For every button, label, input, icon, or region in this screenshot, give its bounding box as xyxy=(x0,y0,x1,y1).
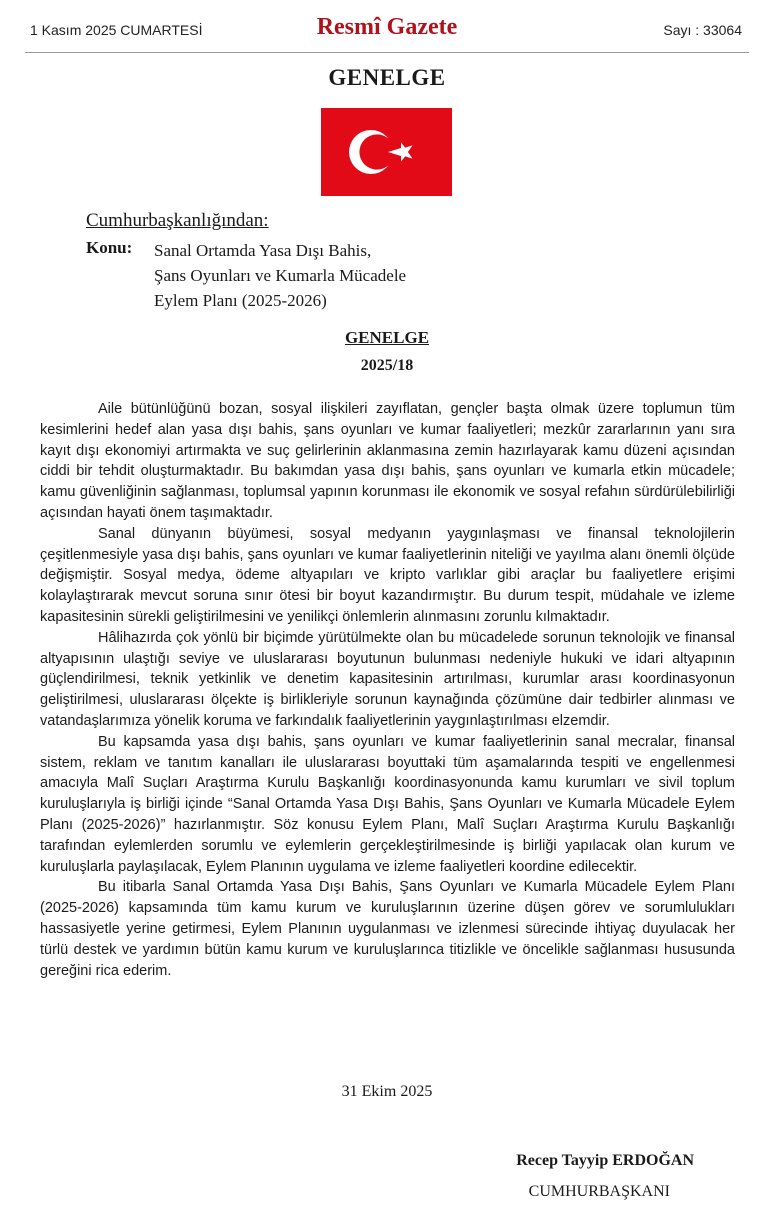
gazette-header xyxy=(0,0,774,60)
signatory-name: Recep Tayyip ERDOĞAN xyxy=(516,1152,694,1169)
issue-number: Sayı : 33064 xyxy=(663,22,742,38)
subject-line: Eylem Planı (2025-2026) xyxy=(154,291,327,310)
signatory-title: CUMHURBAŞKANI xyxy=(528,1183,670,1200)
body-paragraph: Bu itibarla Sanal Ortamda Yasa Dışı Bahis, Şans Oyunları ve Kumarla Mücadele Eylem Planı (2025-2026) kapsamında tüm kamu kurum ve kuruluşlarının üzerine düşen görev ve sorumlulukları hassasiyetle yerine getirmesi, Eylem Planının uygulanması ve izlenmesi sürecinde ihtiyaç duyulacak her türlü destek ve yardımın bütün kamu kurum ve kuruluşlarınca titizlikle ve öncelikle sağlanması hususunda gereğini rica ederim. xyxy=(40,879,735,979)
subject-line: Sanal Ortamda Yasa Dışı Bahis, xyxy=(154,241,372,260)
subject-label: Konu: xyxy=(86,238,133,257)
document-date: 31 Ekim 2025 xyxy=(341,1083,433,1100)
circular-body xyxy=(40,399,735,981)
gazette-title: Resmî Gazete xyxy=(316,14,458,40)
body-paragraph: Hâlihazırda çok yönlü bir biçimde yürütülmekte olan bu mücadelede sorunun teknolojik ve finansal altyapısının ulaştığı seviye ve uluslararası boyutunun bulunması nedeniyle hukuki ve idari altyapının güçlendirilmesi, teknik yetkinlik ve denetim kapasitesinin artırılması, kurumlar arası koordinasyonun geliştirilmesi, uluslararası ölçekte iş birlikleriyle sorunun kaynağında çözümüne dair tedbirler alınması ve vatandaşlarımıza yönelik koruma ve farkındalık faaliyetlerinin yaygınlaştırılması elzemdir. xyxy=(40,629,735,729)
header-date: 1 Kasım 2025 CUMARTESİ xyxy=(30,22,203,38)
circular-number: 2025/18 xyxy=(360,357,414,374)
turkish-flag-icon xyxy=(321,108,452,196)
subject-line: Şans Oyunları ve Kumarla Mücadele xyxy=(154,266,407,285)
subject-text xyxy=(154,238,406,313)
section-heading: GENELGE xyxy=(328,65,446,90)
body-paragraph: Sanal dünyanın büyümesi, sosyal medyanın yaygınlaşması ve finansal teknolojilerin çeşitlenmesiyle yasa dışı bahis, şans oyunları ve kumar faaliyetlerinin niteliği ve yayılma alanı önemli ölçüde değişmiştir. Sosyal medya, ödeme altyapıları ve kripto varlıklar gibi araçlar bu faaliyetlere erişimi kolaylaştırarak mevcut soruna sınır ötesi bir boyut kazandırmıştır. Bu durum tespit, müdahale ve izleme kapasitesinin sürekli geliştirilmesini ve yenilikçi önlemlerin alınmasını zorunlu kılmaktadır. xyxy=(40,525,735,625)
issuer-line: Cumhurbaşkanlığından: xyxy=(86,210,269,231)
body-paragraph: Aile bütünlüğünü bozan, sosyal ilişkileri zayıflatan, gençler başta olmak üzere toplumun tüm kesimlerini hedef alan yasa dışı bahis, şans oyunları ve kumar faaliyetleri; mezkûr zararlarının yanı sıra kayıt dışı ekonomiyi artırmakta ve suç gelirlerinin aklanmasına zemin hazırlayarak kamu düzeni açısından ciddi bir tehdit oluşturmaktadır. Bu bakımdan yasa dışı bahis, şans oyunları ve kumarla etkin mücadele; kamu güvenliğinin sağlanması, toplumsal yapının korunması ile ekonomik ve sosyal refahın sürdürülebilirliği açısından hayati önem taşımaktadır. xyxy=(40,401,735,521)
header-divider xyxy=(25,52,749,53)
body-paragraph: Bu kapsamda yasa dışı bahis, şans oyunları ve kumar faaliyetlerinin sanal mecralar, finansal sistem, reklam ve tanıtım kanalları ile uluslararası boyuttaki tüm aşamalarında tespiti ve engellenmesi amacıyla Malî Suçları Araştırma Kurulu Başkanlığı koordinasyonunda kamu kurumları ve sivil toplum kuruluşlarıyla iş birliği içinde “Sanal Ortamda Yasa Dışı Bahis, Şans Oyunları ve Kumarla Mücadele Eylem Planı (2025-2026)” hazırlanmıştır. Söz konusu Eylem Planı, Malî Suçları Araştırma Kurulu Başkanlığı tarafından eylemlerden sorumlu ve eylemlerin gerçekleştirilmesinde iş birliği yapılacak olan kurum ve kuruluşlarla paylaşılacak, Eylem Planının uygulama ve izleme faaliyetleri koordine edilecektir. xyxy=(40,733,735,875)
circular-heading: GENELGE xyxy=(344,328,430,347)
